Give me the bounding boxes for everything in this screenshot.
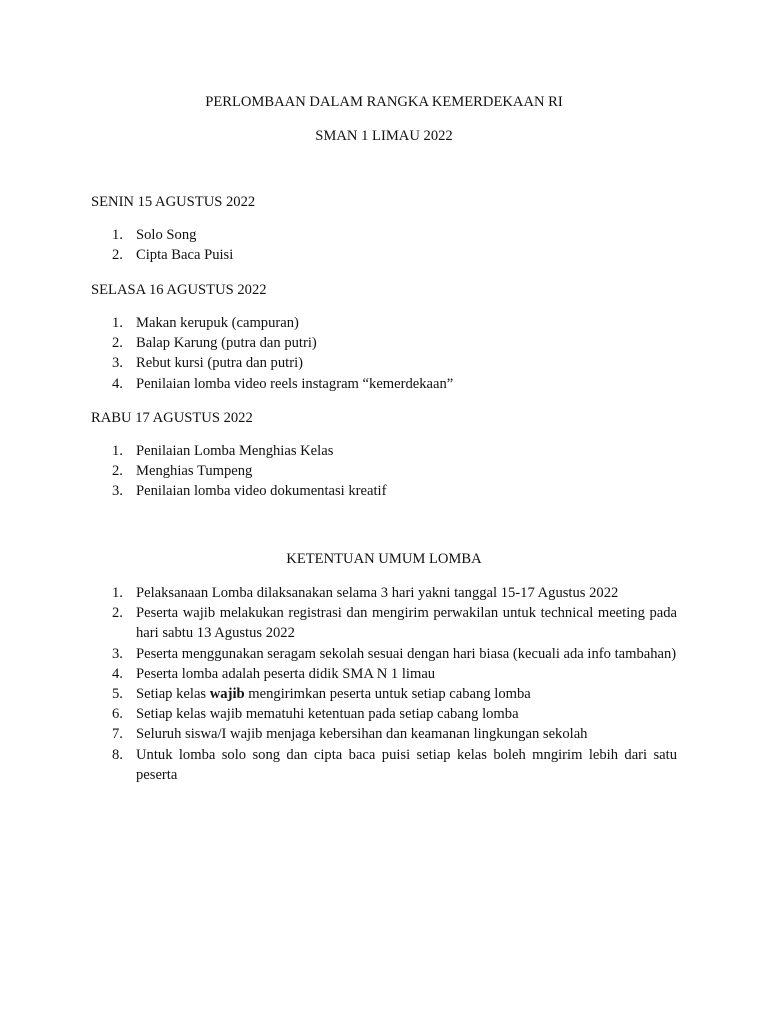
rules-list bbox=[0, 583, 677, 785]
rules-heading: KETENTUAN UMUM LOMBA bbox=[286, 551, 482, 567]
day-heading-selasa: SELASA 16 AGUSTUS 2022 bbox=[91, 282, 267, 298]
day-list-rabu bbox=[0, 441, 386, 502]
list-item bbox=[0, 461, 386, 481]
rule-text: Seluruh siswa/I wajib menjaga kebersihan dan keamanan lingkungan sekolah bbox=[136, 726, 588, 743]
list-number: 6. bbox=[112, 706, 123, 723]
list-number: 5. bbox=[112, 686, 123, 703]
list-item bbox=[0, 441, 386, 461]
rule-item bbox=[0, 603, 677, 643]
list-number: 3. bbox=[112, 645, 123, 662]
rule-text: Untuk lomba solo song dan cipta baca puisi setiap kelas boleh mngirim lebih dari satu peserta bbox=[136, 746, 677, 783]
list-number: 1. bbox=[112, 443, 123, 459]
day-list-selasa bbox=[0, 313, 453, 394]
rule-item bbox=[0, 644, 677, 664]
list-number: 3. bbox=[112, 355, 123, 372]
list-item-text: Penilaian Lomba Menghias Kelas bbox=[136, 443, 334, 459]
list-item bbox=[0, 374, 453, 394]
list-number: 2. bbox=[112, 605, 123, 622]
rule-item bbox=[0, 704, 677, 724]
rule-text: Peserta menggunakan seragam sekolah sesuai dengan hari biasa (kecuali ada info tambahan) bbox=[136, 645, 677, 662]
rule-item bbox=[0, 583, 677, 603]
list-number: 4. bbox=[112, 665, 123, 682]
list-number: 4. bbox=[112, 375, 123, 392]
list-number: 1. bbox=[112, 227, 123, 243]
rule-item bbox=[0, 684, 677, 704]
list-number: 2. bbox=[112, 247, 123, 264]
list-item-text: Penilaian lomba video dokumentasi kreatif bbox=[136, 483, 387, 500]
list-item-text: Menghias Tumpeng bbox=[136, 463, 253, 480]
rule-item bbox=[0, 724, 677, 744]
list-item bbox=[0, 225, 233, 245]
list-item-text: Balap Karung (putra dan putri) bbox=[136, 335, 317, 352]
day-list-senin bbox=[0, 225, 233, 265]
rule-item bbox=[0, 664, 677, 684]
list-number: 1. bbox=[112, 585, 123, 601]
rule-text-pre: Setiap kelas bbox=[136, 686, 210, 703]
list-number: 2. bbox=[112, 463, 123, 480]
list-number: 7. bbox=[112, 726, 123, 743]
list-item-text: Makan kerupuk (campuran) bbox=[136, 315, 299, 331]
list-item bbox=[0, 333, 453, 353]
list-item-text: Penilaian lomba video reels instagram “kemerdekaan” bbox=[136, 375, 454, 392]
document-subtitle: SMAN 1 LIMAU 2022 bbox=[315, 128, 453, 144]
list-number: 1. bbox=[112, 315, 123, 331]
rule-text-post: mengirimkan peserta untuk setiap cabang lomba bbox=[244, 686, 531, 703]
rule-text-bold: wajib bbox=[209, 686, 245, 703]
rule-text: Peserta lomba adalah peserta didik SMA N 1 limau bbox=[136, 665, 436, 682]
rule-text: Setiap kelas wajib mematuhi ketentuan pada setiap cabang lomba bbox=[136, 706, 519, 723]
document-title: PERLOMBAAN DALAM RANGKA KEMERDEKAAN RI bbox=[205, 94, 563, 110]
list-item-text: Solo Song bbox=[136, 227, 197, 243]
list-number: 8. bbox=[112, 746, 123, 763]
list-number: 2. bbox=[112, 335, 123, 352]
list-item-text: Rebut kursi (putra dan putri) bbox=[136, 355, 303, 372]
list-number: 3. bbox=[112, 483, 123, 500]
day-heading-senin: SENIN 15 AGUSTUS 2022 bbox=[91, 194, 256, 210]
day-heading-rabu: RABU 17 AGUSTUS 2022 bbox=[91, 410, 253, 426]
rule-text: Pelaksanaan Lomba dilaksanakan selama 3 hari yakni tanggal 15-17 Agustus 2022 bbox=[136, 585, 619, 601]
list-item bbox=[0, 481, 386, 501]
list-item bbox=[0, 313, 453, 333]
rule-item bbox=[0, 745, 677, 785]
list-item bbox=[0, 245, 233, 265]
rule-text: Peserta wajib melakukan registrasi dan mengirim perwakilan untuk technical meeting pada hari sabtu 13 Agustus 2022 bbox=[136, 605, 677, 642]
list-item bbox=[0, 353, 453, 373]
list-item-text: Cipta Baca Puisi bbox=[136, 247, 234, 264]
